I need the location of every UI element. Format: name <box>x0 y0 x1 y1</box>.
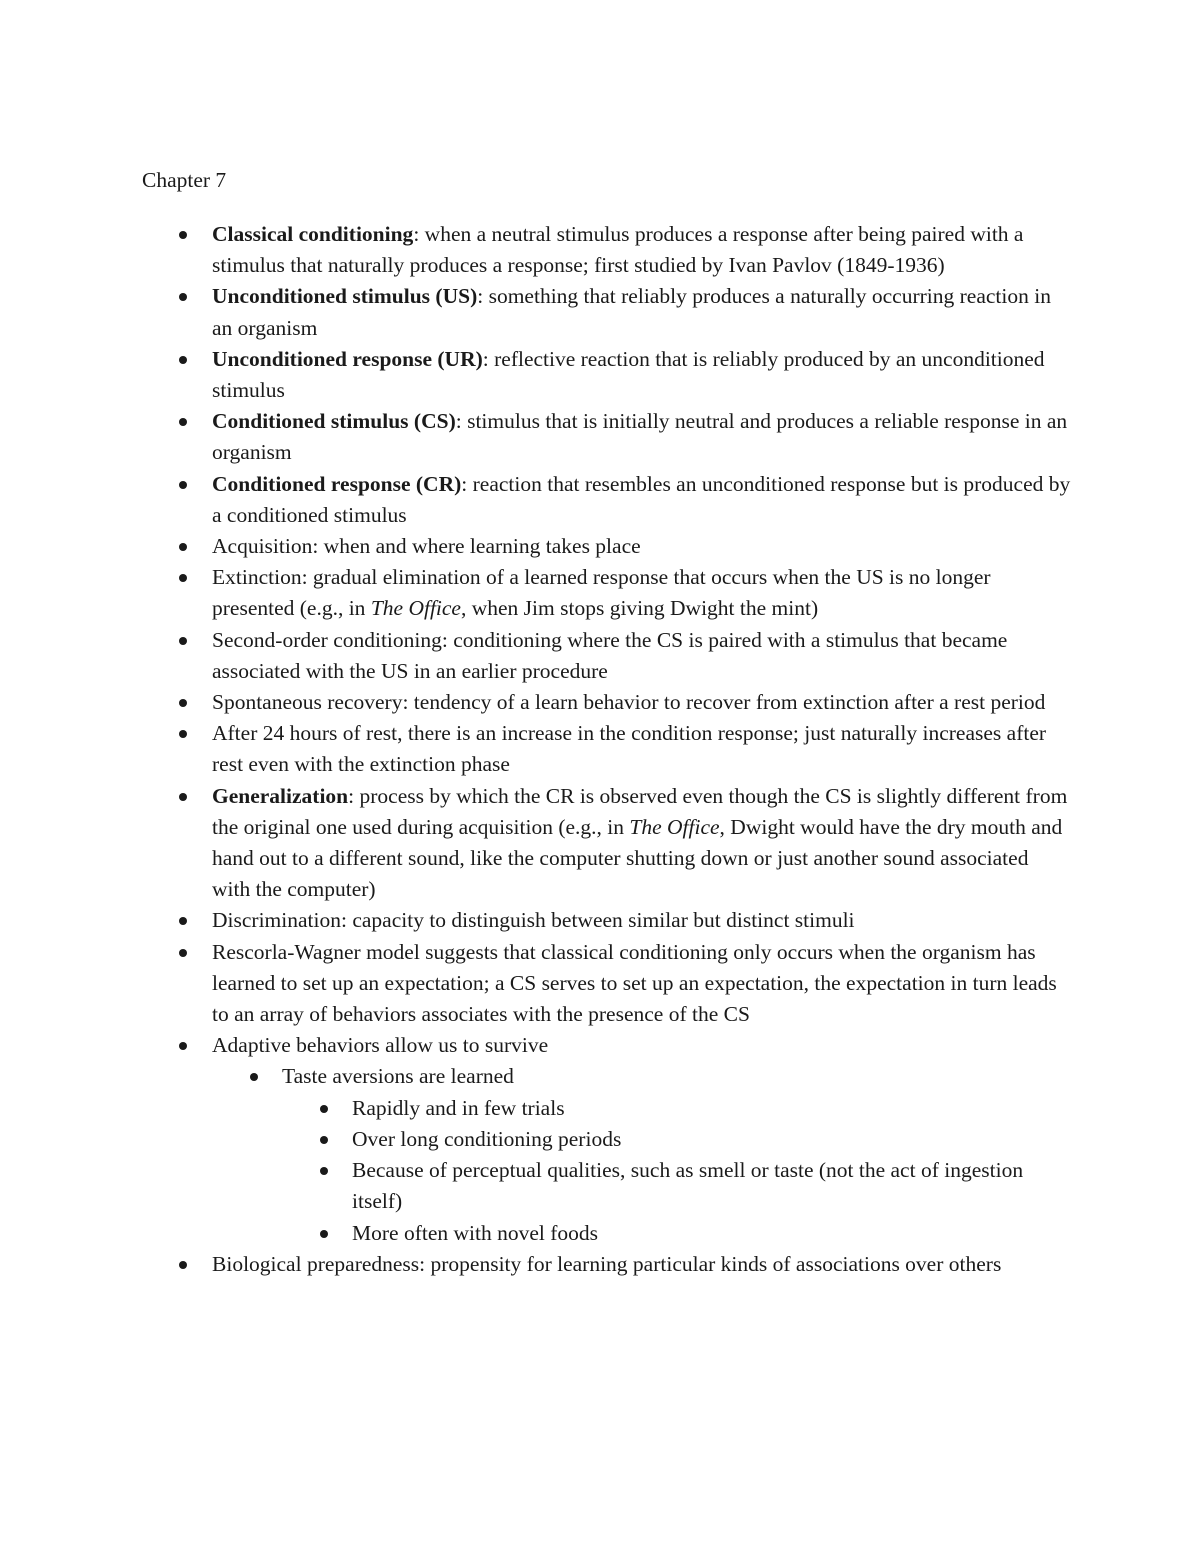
term: Unconditioned response (UR) <box>212 346 483 371</box>
bullet-icon <box>320 1136 328 1144</box>
bullet-icon <box>179 1042 187 1050</box>
item-text: Taste aversions are learned <box>282 1064 514 1089</box>
item-text: Extinction: gradual elimination of a learned response that occurs when the US is no longer presented (e.g., in <box>212 565 991 621</box>
list-item-biological-preparedness <box>0 1249 1072 1280</box>
definition: : reaction that resembles an unconditioned response but is produced by a conditioned stimulus <box>212 471 1071 527</box>
bullet-icon <box>179 699 187 707</box>
list-item-taste-aversions <box>0 1061 1072 1092</box>
definition: : something that reliably produces a naturally occurring reaction in an organism <box>212 284 1051 340</box>
list-item-spontaneous-recovery <box>0 687 1072 718</box>
bullet-icon <box>320 1167 328 1175</box>
term: Classical conditioning <box>212 222 414 246</box>
list-item-unconditioned-stimulus <box>0 281 1072 343</box>
item-text: Biological preparedness: propensity for learning particular kinds of associations over others <box>212 1251 1002 1276</box>
list-item-rapidly <box>0 1093 1072 1124</box>
item-text: Spontaneous recovery: tendency of a learn behavior to recover from extinction after a rest period <box>212 690 1046 715</box>
item-text: Second-order conditioning: conditioning where the CS is paired with a stimulus that became associated with the US in an earlier procedure <box>212 627 1008 683</box>
bullet-icon <box>179 730 187 738</box>
term: Unconditioned stimulus (US) <box>212 284 478 309</box>
item-text: Rapidly and in few trials <box>352 1095 565 1120</box>
bullet-icon <box>320 1230 328 1238</box>
bullet-icon <box>179 231 187 239</box>
italic-title: The Office <box>629 814 720 839</box>
list-item-acquisition <box>0 531 1072 562</box>
item-text: Rescorla-Wagner model suggests that classical conditioning only occurs when the organism has learned to set up an expectation; a CS serves to set up an expectation, the expectation in turn leads to an array of behaviors associates with the presence of the CS <box>212 939 1057 1027</box>
bullet-icon <box>179 917 187 925</box>
list-item-second-order-conditioning <box>0 625 1072 687</box>
bullet-icon <box>179 793 187 801</box>
list-item-generalization <box>0 781 1072 906</box>
item-text: Discrimination: capacity to distinguish between similar but distinct stimuli <box>212 908 855 933</box>
bullet-icon <box>179 574 187 582</box>
list-item-discrimination <box>0 905 1072 936</box>
bullet-icon <box>179 481 187 489</box>
bullet-icon <box>179 949 187 957</box>
definition: : when a neutral stimulus produces a response after being paired with a stimulus that naturally produces a response; first studied by Ivan Pavlov (1849-1936) <box>212 222 1024 278</box>
page-title: Chapter 7 <box>142 168 227 192</box>
item-text: After 24 hours of rest, there is an increase in the condition response; just naturally increases after rest even with the extinction phase <box>212 721 1047 777</box>
list-item-adaptive-behaviors <box>0 1030 1072 1061</box>
item-text-cont: , when Jim stops giving Dwight the mint) <box>460 596 819 621</box>
definition-cont: , Dwight would have the dry mouth and hand out to a different sound, like the computer shutting down or just another sound associated with the computer) <box>212 814 1063 902</box>
list-item-extinction <box>0 562 1072 624</box>
list-item-rescorla-wagner <box>0 937 1072 1031</box>
item-text: Because of perceptual qualities, such as smell or taste (not the act of ingestion itself) <box>352 1158 1024 1214</box>
term: Generalization <box>212 783 349 808</box>
bullet-icon <box>179 543 187 551</box>
list-item-unconditioned-response <box>0 344 1072 406</box>
item-text: Over long conditioning periods <box>352 1126 622 1151</box>
list-item-long-periods <box>0 1124 1072 1155</box>
list-item-conditioned-stimulus <box>0 406 1072 468</box>
definition: : reflective reaction that is reliably produced by an unconditioned stimulus <box>212 346 1045 403</box>
bullet-icon <box>179 637 187 645</box>
list-item-classical-conditioning <box>0 219 1072 281</box>
bullet-icon <box>179 356 187 364</box>
bullet-icon <box>250 1073 258 1081</box>
notes-list <box>0 219 1200 1280</box>
bullet-icon <box>179 1261 187 1269</box>
bullet-icon <box>179 293 187 301</box>
item-text: Adaptive behaviors allow us to survive <box>212 1033 549 1058</box>
term: Conditioned response (CR) <box>212 471 462 496</box>
definition: : process by which the CR is observed even though the CS is slightly different from the original one used during acquisition (e.g., in <box>212 783 1068 839</box>
item-text: More often with novel foods <box>352 1220 599 1245</box>
definition: : stimulus that is initially neutral and produces a reliable response in an organism <box>212 409 1068 465</box>
item-text: Acquisition: when and where learning takes place <box>212 534 641 559</box>
italic-title: The Office <box>370 596 461 621</box>
term: Conditioned stimulus (CS) <box>212 409 456 434</box>
list-item-rest-increase <box>0 718 1072 780</box>
bullet-icon <box>179 418 187 426</box>
list-item-novel-foods <box>0 1218 1072 1249</box>
list-item-perceptual-qualities <box>0 1155 1072 1217</box>
bullet-icon <box>320 1105 328 1113</box>
list-item-conditioned-response <box>0 469 1072 531</box>
